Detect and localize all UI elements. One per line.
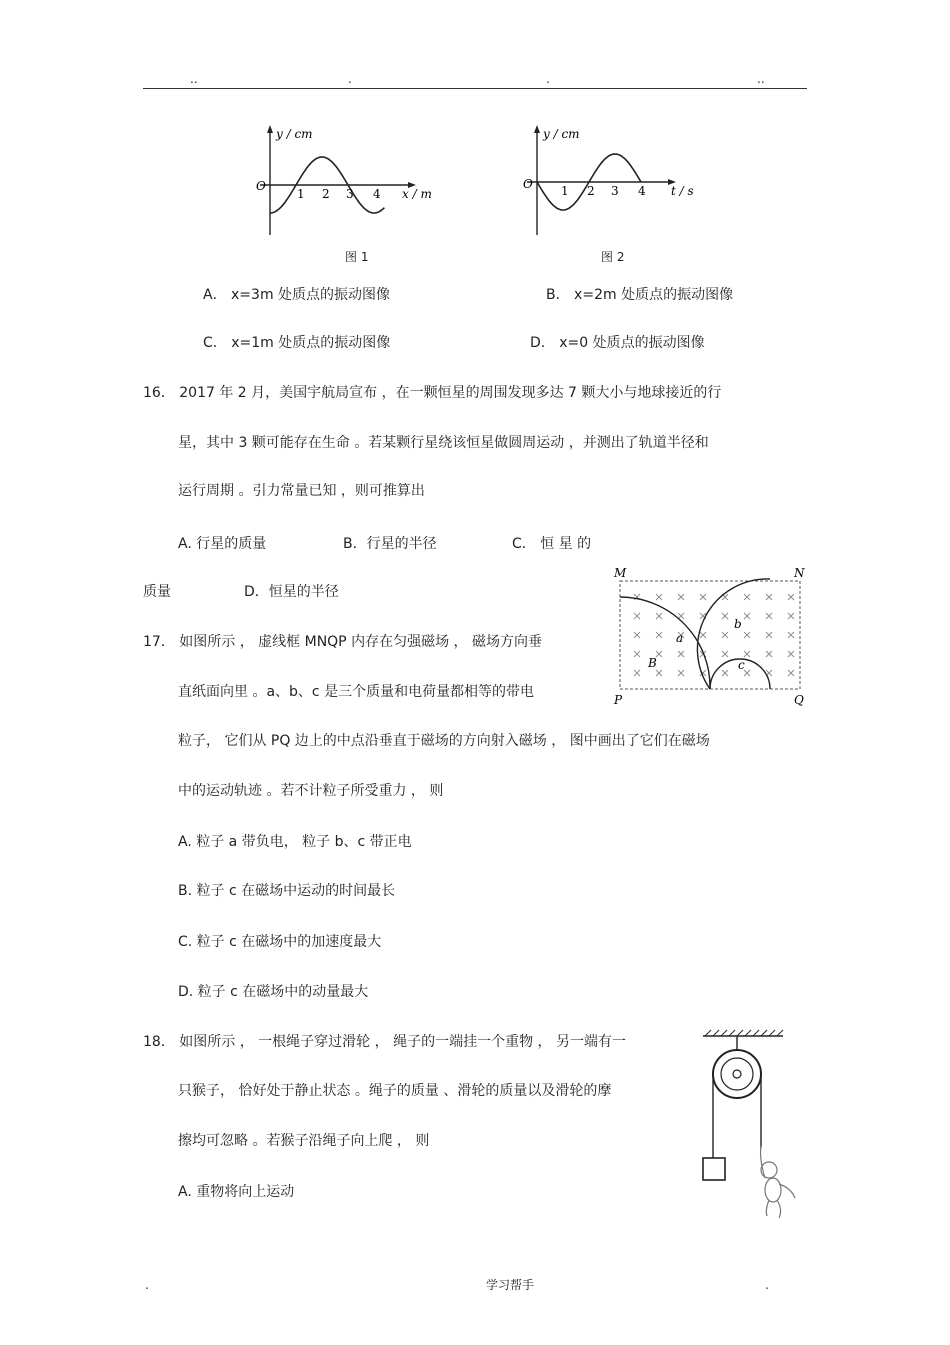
q15-option-c: C． x=1m 处质点的振动图像 bbox=[203, 335, 391, 351]
fig1-tick-4: 4 bbox=[373, 187, 381, 201]
fig2-origin: O bbox=[523, 177, 533, 191]
header-mark-4: .. bbox=[757, 72, 765, 86]
q17-magnetic-field-figure bbox=[610, 565, 810, 710]
figure-2-vibration-graph bbox=[515, 120, 715, 245]
q17-label-a: a bbox=[676, 631, 684, 645]
q17-label-b: b bbox=[734, 617, 742, 631]
q15-option-b: B． x=2m 处质点的振动图像 bbox=[546, 287, 734, 303]
footer-left-mark: . bbox=[145, 1278, 149, 1292]
q17-label-q: Q bbox=[794, 693, 804, 707]
fig1-caption: 图 1 bbox=[345, 250, 369, 264]
q17-label-c: c bbox=[738, 658, 745, 672]
q18-line-1: 18． 如图所示 ， 一根绳子穿过滑轮 ， 绳子的一端挂一个重物 ， 另一端有一 bbox=[143, 1034, 626, 1050]
q17-label-m: M bbox=[614, 566, 627, 580]
q17-label-n: N bbox=[794, 566, 805, 580]
q18-option-a: A. 重物将向上运动 bbox=[178, 1184, 295, 1200]
q16-option-a: A. 行星的质量 bbox=[178, 536, 267, 552]
weight-block bbox=[703, 1158, 725, 1180]
q17-option-b: B. 粒子 c 在磁场中运动的时间最长 bbox=[178, 883, 396, 899]
fig1-tick-1: 1 bbox=[297, 187, 305, 201]
footer-right-mark: . bbox=[765, 1278, 769, 1292]
q16-option-d: D．恒星的半径 bbox=[244, 584, 339, 600]
header-mark-1: .. bbox=[190, 72, 198, 86]
q17-option-a: A. 粒子 a 带负电， 粒子 b、c 带正电 bbox=[178, 834, 412, 850]
monkey-icon bbox=[761, 1146, 796, 1218]
q17-line-4: 中的运动轨迹 。若不计粒子所受重力 ， 则 bbox=[178, 783, 444, 799]
q17-line-3: 粒子， 它们从 PQ 边上的中点沿垂直于磁场的方向射入磁场 ， 图中画出了它们在磁场 bbox=[178, 733, 710, 749]
q15-option-d: D． x=0 处质点的振动图像 bbox=[530, 335, 705, 351]
q18-line-3: 擦均可忽略 。若猴子沿绳子向上爬 ， 则 bbox=[178, 1133, 430, 1149]
fig1-ylabel: y / cm bbox=[276, 127, 313, 141]
fig1-origin: O bbox=[256, 179, 266, 193]
header-mark-2: . bbox=[348, 72, 352, 86]
fig2-caption: 图 2 bbox=[601, 250, 625, 264]
fig2-tick-2: 2 bbox=[587, 184, 595, 198]
figure-1-wave-graph bbox=[250, 120, 450, 245]
q18-pulley-figure bbox=[695, 1028, 805, 1223]
q17-label-p: P bbox=[614, 693, 623, 707]
fig2-ylabel: y / cm bbox=[543, 127, 580, 141]
fig2-tick-4: 4 bbox=[638, 184, 646, 198]
fig1-xlabel: x / m bbox=[402, 187, 432, 201]
q18-line-2: 只猴子， 恰好处于静止状态 。绳子的质量 、滑轮的质量以及滑轮的摩 bbox=[178, 1083, 612, 1099]
q16-option-b: B．行星的半径 bbox=[343, 536, 437, 552]
header-mark-3: . bbox=[546, 72, 550, 86]
q17-line-1: 17． 如图所示 ， 虚线框 MNQP 内存在匀强磁场 ， 磁场方向垂 bbox=[143, 634, 542, 650]
q16-option-c-cont: 质量 bbox=[143, 584, 171, 600]
q17-line-2: 直纸面向里 。a、b、c 是三个质量和电荷量都相等的带电 bbox=[178, 684, 535, 700]
header-rule bbox=[143, 88, 807, 89]
q16-line-2: 星，其中 3 颗可能存在生命 。若某颗行星绕该恒星做圆周运动 ，并测出了轨道半径和 bbox=[178, 435, 709, 451]
q16-line-1: 16． 2017 年 2 月，美国宇航局宣布 ，在一颗恒星的周围发现多达 7 颗大小与地球接近的行 bbox=[143, 385, 722, 401]
pulley-wheel bbox=[713, 1050, 761, 1098]
q16-option-c: C． 恒 星 的 bbox=[512, 536, 592, 552]
q16-line-3: 运行周期 。引力常量已知 ，则可推算出 bbox=[178, 483, 425, 499]
q17-option-c: C. 粒子 c 在磁场中的加速度最大 bbox=[178, 934, 382, 950]
q17-option-d: D. 粒子 c 在磁场中的动量最大 bbox=[178, 984, 369, 1000]
fig2-tick-1: 1 bbox=[561, 184, 569, 198]
q15-option-a: A． x=3m 处质点的振动图像 bbox=[203, 287, 391, 303]
q17-label-field: B bbox=[648, 656, 657, 670]
fig2-tick-3: 3 bbox=[611, 184, 619, 198]
footer-center-text: 学习帮手 bbox=[486, 1278, 535, 1292]
fig1-tick-2: 2 bbox=[322, 187, 330, 201]
fig2-xlabel: t / s bbox=[671, 184, 694, 198]
fig1-tick-3: 3 bbox=[346, 187, 354, 201]
